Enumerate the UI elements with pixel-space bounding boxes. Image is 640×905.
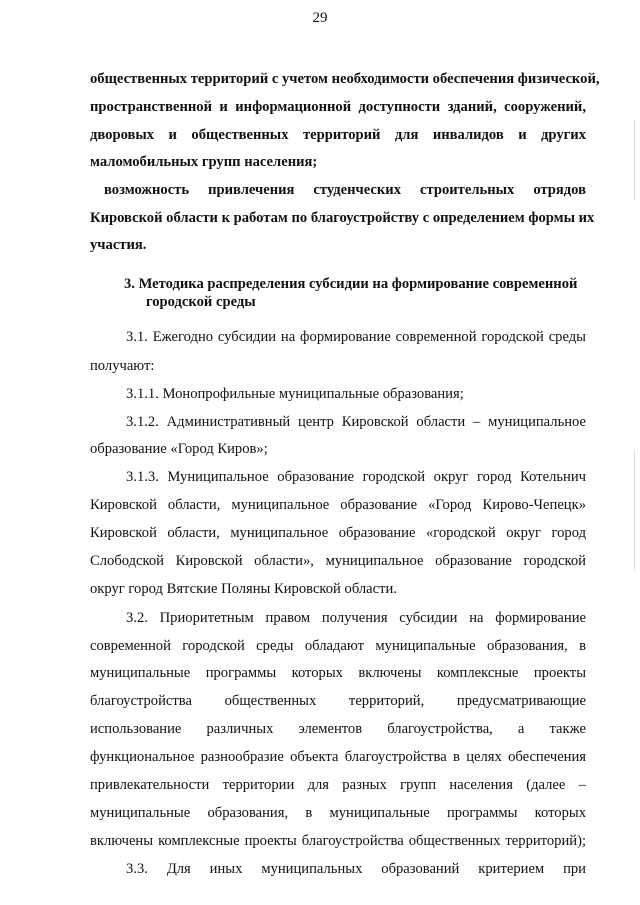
text-line: дворовых и общественных территорий для инвалидов и других [90,127,586,143]
text-line: включены комплексные проекты благоустройства общественных территорий); [90,833,586,849]
text-line: муниципальные программы которых включены комплексные проекты [90,665,586,681]
text-line: 3.1.3. Муниципальное образование городской округ город Котельнич [126,469,586,485]
text-line: Кировской области, муниципальное образование «городской округ город [90,525,586,541]
text-line: образование «Город Киров»; [90,441,268,457]
text-line: Слободской Кировской области», муниципальное образование городской [90,553,586,569]
text-line: возможность привлечения студенческих строительных отрядов [104,182,586,198]
text-line: пространственной и информационной доступности зданий, сооружений, [90,99,586,115]
text-line: использование различных элементов благоустройства, а также [90,721,586,737]
text-line: 3.2. Приоритетным правом получения субсидии на формирование [126,610,586,626]
scan-edge-mark [634,450,635,570]
text-line: Кировской области к работам по благоустройству с определением формы их [90,210,595,226]
text-line: округ город Вятские Поляны Кировской области. [90,581,397,597]
text-line: маломобильных групп населения; [90,154,318,170]
text-line: 3.1.2. Административный центр Кировской области – муниципальное [126,414,586,430]
section-heading-line-2: городской среды [146,294,256,310]
text-line: муниципальные образования, в муниципальные программы которых [90,805,586,821]
text-line: 3.3. Для иных муниципальных образований критерием при [126,861,586,877]
text-line: общественных территорий с учетом необходимости обеспечения физической, [90,71,600,87]
text-line: Кировской области, муниципальное образование «Город Кирово-Чепецк» [90,497,586,513]
text-line: благоустройства общественных территорий, предусматривающие [90,693,586,709]
text-line: 3.1.1. Монопрофильные муниципальные образования; [126,386,464,402]
text-line: современной городской среды обладают муниципальные образования, в [90,638,586,654]
text-line: получают: [90,358,155,374]
section-heading-line-1: 3. Методика распределения субсидии на формирование современной [124,276,578,292]
text-line: привлекательности территории для разных групп населения (далее – [90,777,586,793]
text-line: 3.1. Ежегодно субсидии на формирование современной городской среды [126,329,586,345]
text-line: функциональное разнообразие объекта благоустройства в целях обеспечения [90,749,586,765]
text-line: участия. [90,237,147,253]
page-number: 29 [312,10,328,26]
scan-edge-mark [634,120,635,200]
